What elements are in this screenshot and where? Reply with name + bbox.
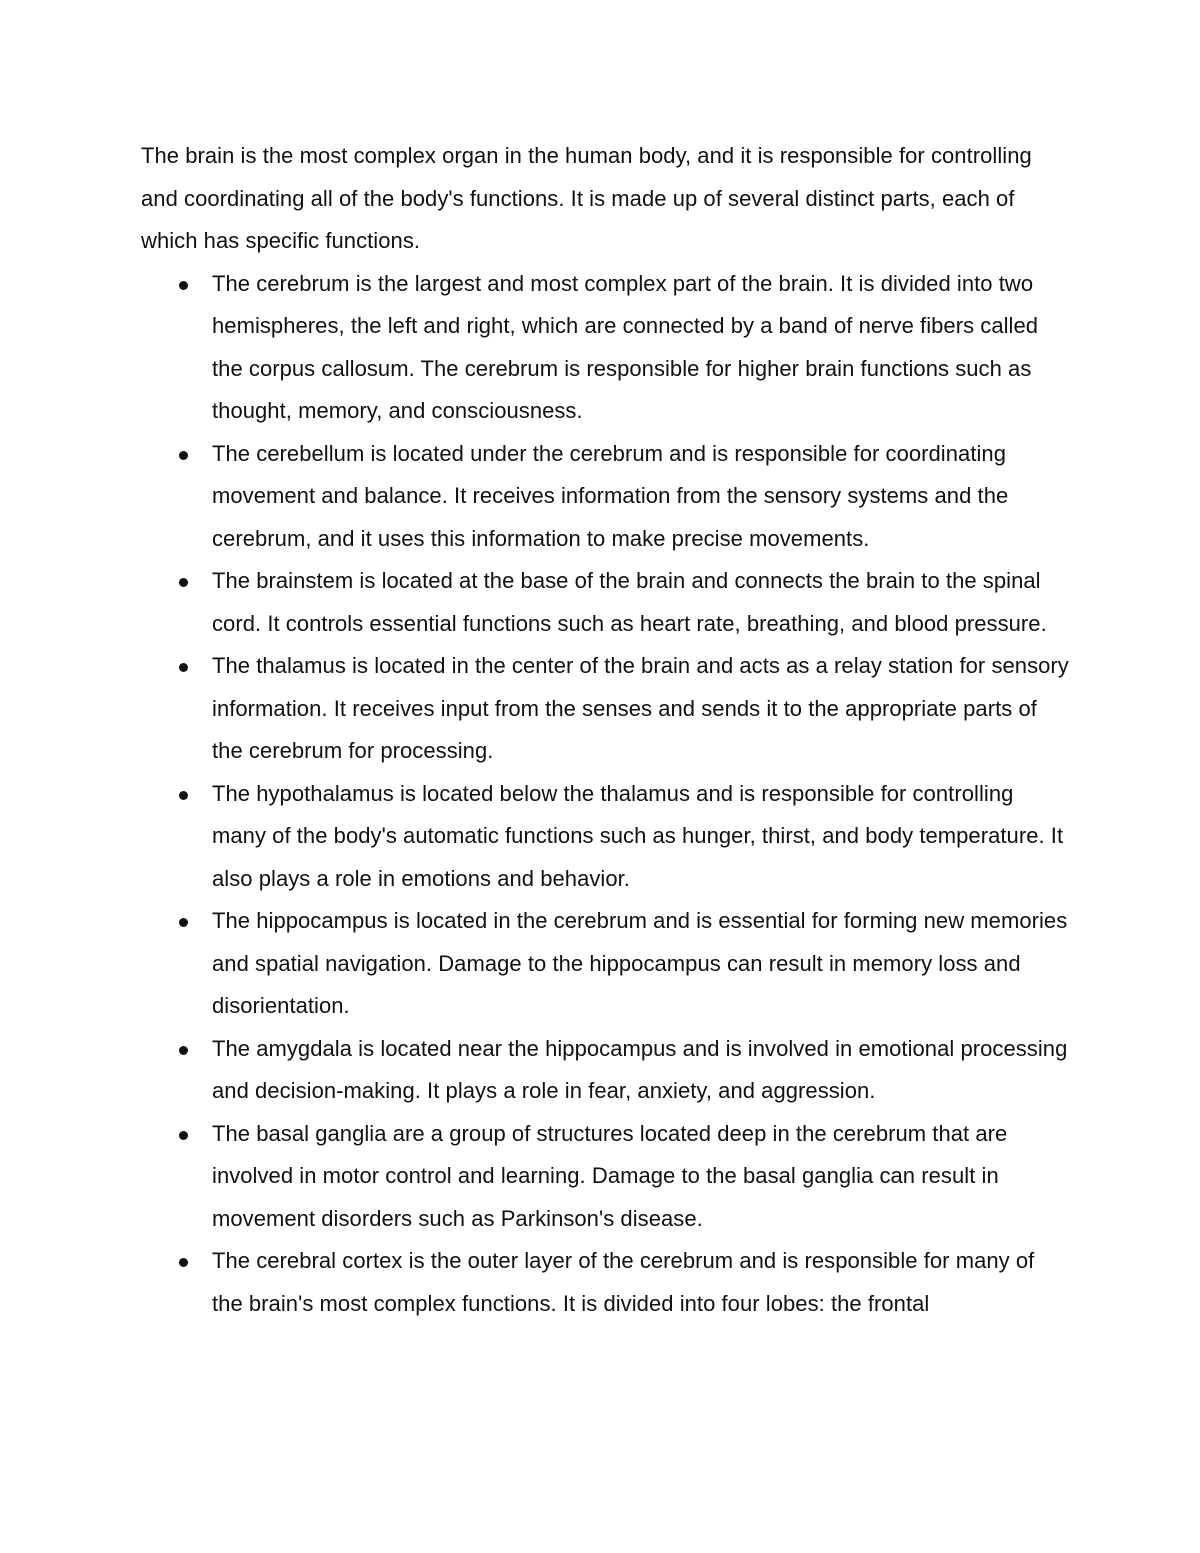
- list-item-text: The thalamus is located in the center of the brain and acts as a relay station for sensory information. It receives input from the senses and sends it to the appropriate parts of the cerebrum for processing.: [212, 653, 1069, 763]
- bullet-icon: [179, 1046, 188, 1055]
- list-item-cerebral-cortex: [141, 1240, 1071, 1325]
- list-item-text: The cerebral cortex is the outer layer of the cerebrum and is responsible for many of the brain's most complex functions. It is divided into four lobes: the frontal: [212, 1248, 1035, 1316]
- list-item-amygdala: [141, 1028, 1071, 1113]
- bullet-icon: [179, 663, 188, 672]
- list-item-text: The amygdala is located near the hippocampus and is involved in emotional processing and decision-making. It plays a role in fear, anxiety, and aggression.: [212, 1035, 1068, 1103]
- bullet-icon: [179, 578, 188, 587]
- bullet-icon: [179, 281, 188, 290]
- bullet-icon: [179, 918, 188, 927]
- list-item-text: The cerebellum is located under the cerebrum and is responsible for coordinating movement and balance. It receives information from the sensory systems and the cerebrum, and it uses this information to make precise movements.: [212, 440, 1009, 551]
- list-item-text: The basal ganglia are a group of structures located deep in the cerebrum that are involved in motor control and learning. Damage to the basal ganglia can result in movement disorders such as Parkinson's disease.: [212, 1120, 1008, 1231]
- list-item-text: The hippocampus is located in the cerebrum and is essential for forming new memories and spatial navigation. Damage to the hippocampus can result in memory loss and disorientation.: [212, 908, 1068, 1018]
- list-item-cerebrum: [141, 263, 1071, 433]
- list-item-text: The hypothalamus is located below the thalamus and is responsible for controlling many of the body's automatic functions such as hunger, thirst, and body temperature. It also plays a role in emotions and behavior.: [212, 780, 1064, 891]
- document-body: [141, 135, 1071, 1325]
- bullet-icon: [179, 791, 188, 800]
- list-item-hypothalamus: [141, 773, 1071, 901]
- bullet-icon: [179, 451, 188, 460]
- list-item-hippocampus: [141, 900, 1071, 1028]
- brain-parts-list: [141, 263, 1071, 1326]
- bullet-icon: [179, 1258, 188, 1267]
- list-item-brainstem: [141, 560, 1071, 645]
- list-item-thalamus: [141, 645, 1071, 773]
- intro-paragraph: The brain is the most complex organ in the human body, and it is responsible for controlling and coordinating all of the body's functions. It is made up of several distinct parts, each of which has specific functions.: [141, 143, 1032, 253]
- list-item-text: The cerebrum is the largest and most complex part of the brain. It is divided into two hemispheres, the left and right, which are connected by a band of nerve fibers called the corpus callosum. The cerebrum is responsible for higher brain functions such as thought, memory, and consciousness.: [212, 270, 1039, 423]
- list-item-cerebellum: [141, 433, 1071, 561]
- bullet-icon: [179, 1131, 188, 1140]
- list-item-text: The brainstem is located at the base of the brain and connects the brain to the spinal cord. It controls essential functions such as heart rate, breathing, and blood pressure.: [212, 568, 1047, 636]
- list-item-basal-ganglia: [141, 1113, 1071, 1241]
